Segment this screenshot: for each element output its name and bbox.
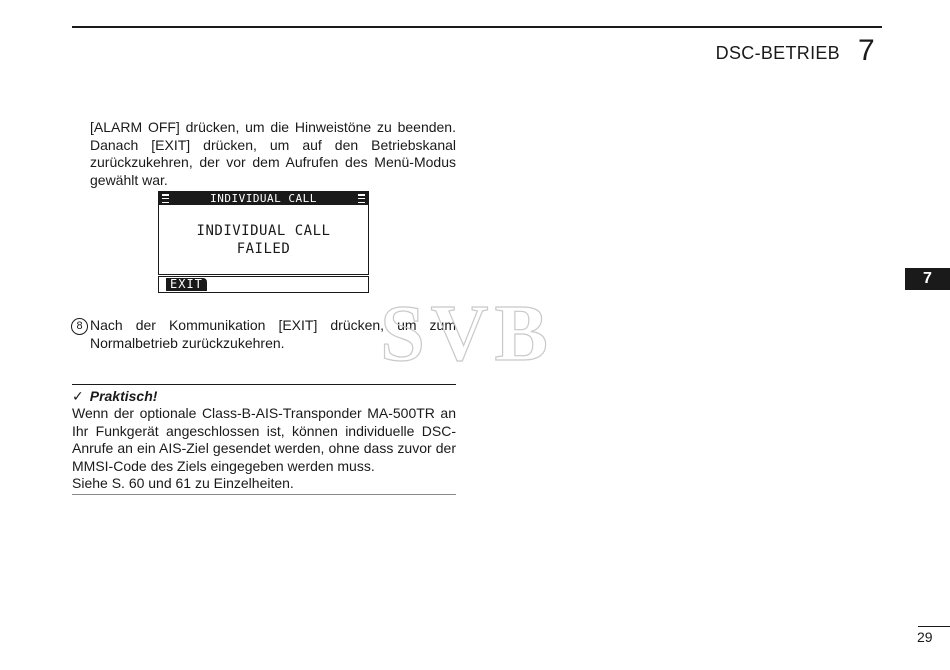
tip-divider-bottom	[72, 494, 456, 495]
tip-body	[72, 405, 456, 493]
lcd-display-frame	[158, 191, 369, 275]
footer-rule	[918, 626, 950, 627]
tip-heading-label: Praktisch!	[89, 388, 158, 404]
tip-page-reference[interactable]: Siehe S. 60 und 61 zu Einzelheiten.	[72, 475, 294, 491]
lcd-header-bar	[159, 192, 368, 205]
svb-watermark	[340, 294, 595, 374]
menu-icon	[162, 194, 169, 203]
checkmark-icon: ✓	[72, 388, 84, 404]
tip-heading	[72, 388, 157, 405]
tip-text: Wenn der optionale Class-B-AIS-Transponder MA-500TR an Ihr Funkgerät angeschlossen ist, können individuelle DSC-Anrufe an ein AIS-Ziel gesendet werden, ohne dass zuvor der MMSI-Code des Ziels eingegeben werden muss.	[72, 405, 456, 474]
chapter-number: 7	[858, 34, 875, 67]
lcd-message-line-1: INDIVIDUAL CALL	[196, 223, 331, 239]
lcd-header-title: INDIVIDUAL CALL	[210, 192, 317, 205]
lcd-screen-illustration	[158, 191, 370, 294]
lcd-message	[159, 222, 368, 258]
menu-icon	[358, 194, 365, 203]
lcd-softkey-bar	[158, 276, 369, 293]
chapter-title: DSC-BETRIEB	[715, 43, 840, 63]
step-8-marker: 8	[71, 318, 88, 335]
tip-divider-top	[72, 384, 456, 385]
step-8-text: Nach der Kommunikation [EXIT] drücken, um zum Normalbetrieb zurückzukehren.	[90, 317, 456, 351]
svg-text:SVB: SVB	[380, 294, 554, 374]
lcd-message-line-2: FAILED	[236, 241, 291, 257]
page-number: 29	[917, 629, 933, 645]
header-rule	[72, 26, 882, 28]
exit-softkey[interactable]: EXIT	[166, 278, 207, 291]
step-7-text: [ALARM OFF] drücken, um die Hinweistöne zu beenden. Danach [EXIT] drücken, um auf den Betriebskanal zurückzukehren, der vor dem Aufrufen des Menü-Modus gewählt war.	[90, 119, 456, 188]
chapter-side-tab[interactable]: 7	[905, 268, 950, 290]
